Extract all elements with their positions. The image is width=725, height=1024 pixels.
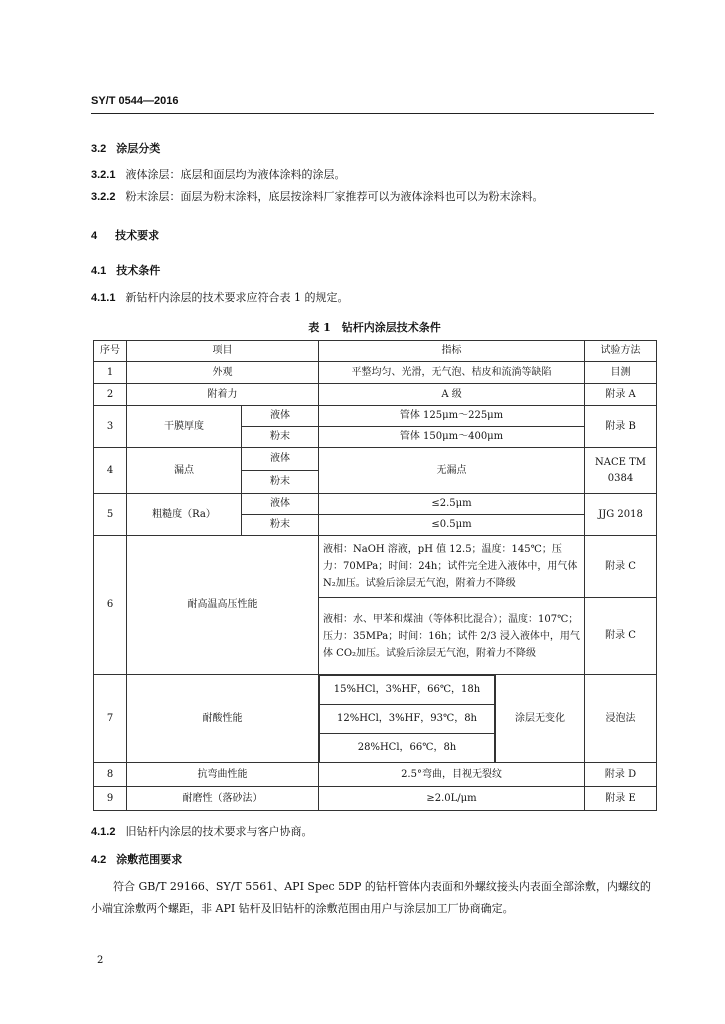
section-4-1-2	[91, 823, 312, 839]
section-3-2-1	[91, 166, 345, 182]
section-text: 新钻杆内涂层的技术要求应符合表 1 的规定。	[125, 291, 349, 304]
table-row	[94, 787, 657, 811]
row-method: JJG 2018	[585, 494, 657, 536]
row-subitem: 液体	[242, 406, 319, 427]
section-4-2	[91, 851, 182, 867]
row-index: 液相：NaOH 溶液，pH 值 12.5；温度：145℃；压力：70MPa；时间：24h；试件完全进入液体中，用气体 N₂加压。试验后涂层无气泡，附着力不降级	[319, 536, 585, 598]
section-number: 4.1.2	[91, 826, 116, 838]
table-row	[94, 763, 657, 787]
section-number: 3.2.1	[91, 169, 116, 181]
row-item: 附着力	[127, 384, 319, 406]
row-item: 粗糙度（Ra）	[127, 494, 242, 536]
table-caption: 表 1 钻杆内涂层技术条件	[308, 321, 441, 334]
section-number: 4.1.1	[91, 292, 116, 304]
table-row	[94, 494, 657, 515]
row-index: ≤2.5μm	[319, 494, 585, 515]
section-number: 3.2.2	[91, 191, 116, 203]
acid-condition: 12%HCl，3%HF，93℃，8h	[320, 705, 495, 734]
section-3-2-2	[91, 188, 543, 204]
row-method: 附录 C	[585, 598, 657, 675]
row-item: 漏点	[127, 448, 242, 494]
page-number: 2	[97, 955, 104, 966]
row-no: 8	[94, 763, 127, 787]
section-4	[91, 227, 159, 243]
row-method: 附录 A	[585, 384, 657, 406]
section-text: 旧钻杆内涂层的技术要求与客户协商。	[125, 825, 313, 838]
row-index: ≥2.0L/μm	[319, 787, 585, 811]
acid-condition: 28%HCl，66℃，8h	[320, 734, 495, 763]
row-subitem: 液体	[242, 494, 319, 515]
row-subitem: 粉末	[242, 515, 319, 536]
row-no: 4	[94, 448, 127, 494]
acid-condition: 15%HCl，3%HF，66℃，18h	[320, 676, 495, 705]
row-method: 附录 C	[585, 536, 657, 598]
section-text: 液体涂层：底层和面层均为液体涂料的涂层。	[125, 168, 346, 181]
section-title: 涂层分类	[116, 142, 161, 155]
row-no: 7	[94, 675, 127, 763]
table-row	[94, 406, 657, 427]
row-method: 附录 B	[585, 406, 657, 448]
row-index: 管体 150μm～400μm	[319, 427, 585, 448]
section-title: 涂敷范围要求	[116, 853, 183, 866]
table-row	[94, 384, 657, 406]
table-row	[94, 362, 657, 384]
row-index: A 级	[319, 384, 585, 406]
section-number: 4	[91, 230, 98, 242]
row-method: 附录 E	[585, 787, 657, 811]
row-subitem: 液体	[242, 448, 319, 471]
row-no: 9	[94, 787, 127, 811]
row-item: 耐酸性能	[127, 675, 319, 763]
table-row	[94, 448, 657, 471]
section-4-2-body: 符合 GB/T 29166、SY/T 5561、API Spec 5DP 的钻杆管体内表面和外螺纹接头内表面全部涂敷，内螺纹的小端宜涂敷两个螺距，非 API 钻杆及旧钻杆的涂敷范围由用户与涂层加工厂协商确定。	[91, 880, 651, 915]
row-no: 6	[94, 536, 127, 675]
section-title: 技术条件	[116, 264, 161, 277]
row-method: 浸泡法	[585, 675, 657, 763]
spec-table	[93, 340, 657, 811]
table-header-row	[94, 341, 657, 362]
acid-conditions	[319, 675, 496, 763]
section-number: 4.1	[91, 265, 107, 277]
acid-conditions-table	[319, 675, 495, 762]
row-index: 2.5°弯曲，目视无裂纹	[319, 763, 585, 787]
section-4-1	[91, 262, 160, 278]
row-no: 3	[94, 406, 127, 448]
row-method: 附录 D	[585, 763, 657, 787]
header-item: 项目	[127, 341, 319, 362]
row-index: 液相：水、甲苯和煤油（等体积比混合）；温度：107℃；压力：35MPa；时间：16h；试件 2/3 浸入液体中，用气体 CO₂加压。试验后涂层无气泡，附着力不降级	[319, 598, 585, 675]
row-index: 平整均匀、光滑，无气泡、桔皮和流淌等缺陷	[319, 362, 585, 384]
row-index: 管体 125μm～225μm	[319, 406, 585, 427]
row-index: ≤0.5μm	[319, 515, 585, 536]
row-item: 抗弯曲性能	[127, 763, 319, 787]
section-text: 粉末涂层：面层为粉末涂料，底层按涂料厂家推荐可以为液体涂料也可以为粉末涂料。	[125, 190, 544, 203]
section-3-2	[91, 140, 160, 156]
row-item: 外观	[127, 362, 319, 384]
row-method: NACE TM 0384	[585, 448, 657, 494]
header-no: 序号	[94, 341, 127, 362]
row-item: 干膜厚度	[127, 406, 242, 448]
table-row	[94, 675, 657, 763]
table-row	[94, 536, 657, 598]
section-title: 技术要求	[115, 229, 160, 242]
row-item: 耐磨性（落砂法）	[127, 787, 319, 811]
row-index: 无漏点	[319, 448, 585, 494]
row-item: 耐高温高压性能	[127, 536, 319, 675]
row-subitem: 粉末	[242, 427, 319, 448]
section-4-1-1	[91, 289, 348, 305]
row-no: 1	[94, 362, 127, 384]
section-number: 4.2	[91, 854, 107, 866]
section-number: 3.2	[91, 143, 107, 155]
acid-result: 涂层无变化	[496, 675, 585, 763]
header-rule	[91, 113, 654, 114]
row-no: 5	[94, 494, 127, 536]
header-index: 指标	[319, 341, 585, 362]
header-method: 试验方法	[585, 341, 657, 362]
row-no: 2	[94, 384, 127, 406]
row-subitem: 粉末	[242, 471, 319, 494]
standard-code: SY/T 0544—2016	[91, 95, 179, 107]
row-method: 目测	[585, 362, 657, 384]
